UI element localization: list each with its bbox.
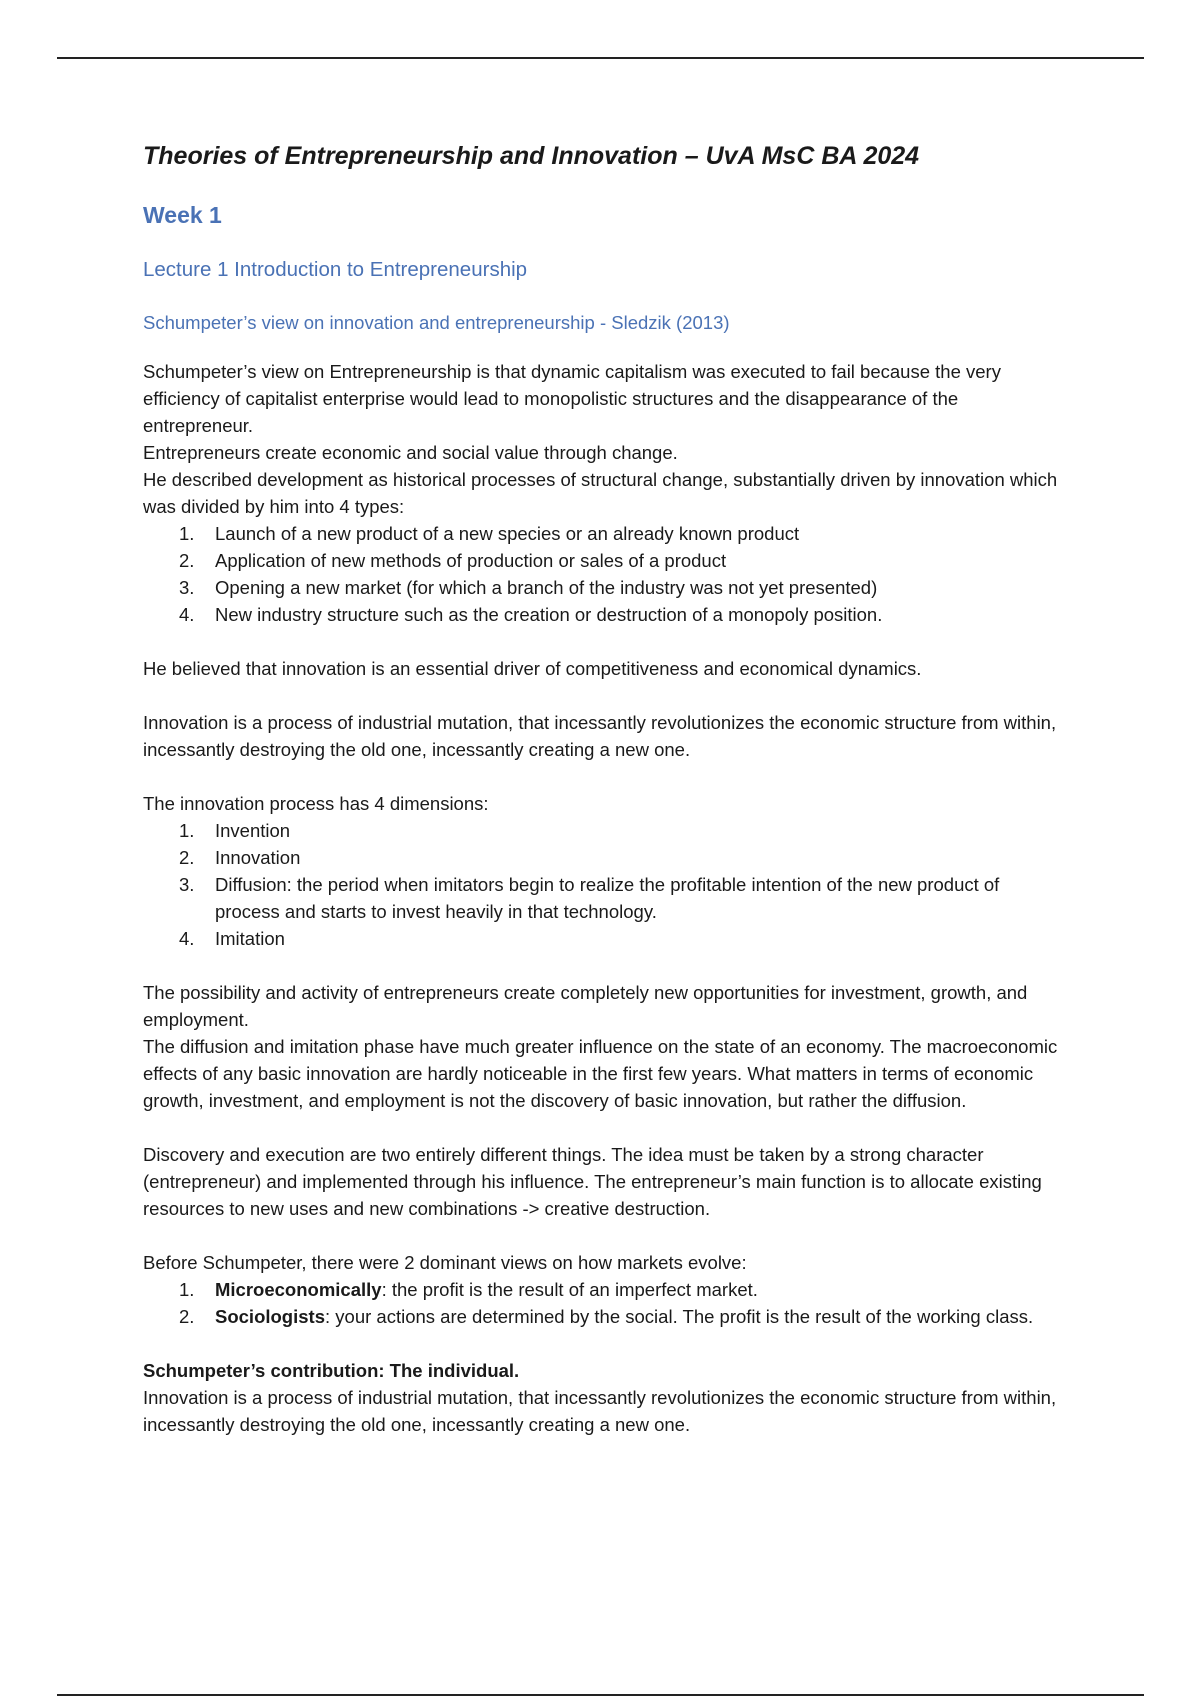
list-number: 3. (179, 874, 195, 895)
list-text: New industry structure such as the creation or destruction of a monopoly position. (215, 604, 883, 625)
list-number: 1. (179, 1279, 195, 1300)
list-text: : your actions are determined by the social. The profit is the result of the working class. (325, 1306, 1034, 1327)
list-number: 1. (179, 523, 195, 544)
dimensions-list (143, 817, 1063, 952)
innovation-types-list (143, 520, 1063, 628)
paragraph-mutation: Innovation is a process of industrial mutation, that incessantly revolutionizes the economic structure from within, incessantly destroying the old one, incessantly creating a new one. (143, 712, 1057, 760)
list-text: Opening a new market (for which a branch of the industry was not yet presented) (215, 577, 878, 598)
list-item (143, 1303, 1063, 1330)
list-number: 2. (179, 1306, 195, 1327)
list-number: 3. (179, 577, 195, 598)
paragraph-intro: Schumpeter’s view on Entrepreneurship is that dynamic capitalism was executed to fail because the very efficiency of capitalist enterprise would lead to monopolistic structures and the disappearance of the entrepreneur. (143, 361, 1001, 436)
list-text: Application of new methods of production or sales of a product (215, 550, 727, 571)
paragraph-development: He described development as historical processes of structural change, substantially driven by innovation which was divided by him into 4 types: (143, 469, 1058, 517)
paragraph-driver: He believed that innovation is an essential driver of competitiveness and economical dynamics. (143, 658, 922, 679)
document-page (143, 140, 1063, 1438)
top-rule (57, 57, 1144, 59)
list-item (143, 844, 1063, 871)
list-item (143, 1276, 1063, 1303)
paragraph-value: Entrepreneurs create economic and social value through change. (143, 442, 678, 463)
list-term: Sociologists (215, 1306, 325, 1327)
list-text: Invention (215, 820, 291, 841)
list-number: 2. (179, 847, 195, 868)
list-item (143, 871, 1063, 925)
list-text: Imitation (215, 928, 285, 949)
paragraph-diffusion: The diffusion and imitation phase have much greater influence on the state of an economy. The macroeconomic effects of any basic innovation are hardly noticeable in the first few years. What matters in terms of economic growth, investment, and employment is not the discovery of basic innovation, but rather the diffusion. (143, 1036, 1058, 1111)
list-item (143, 925, 1063, 952)
list-term: Microeconomically (215, 1279, 382, 1300)
bottom-rule (57, 1694, 1144, 1696)
list-text: Diffusion: the period when imitators begin to realize the profitable intention of the new product of process and starts to invest heavily in that technology. (215, 874, 1000, 922)
list-number: 4. (179, 604, 195, 625)
contribution-heading: Schumpeter’s contribution: The individual. (143, 1360, 520, 1381)
list-text: Launch of a new product of a new species or an already known product (215, 523, 800, 544)
list-text: : the profit is the result of an imperfect market. (381, 1279, 758, 1300)
list-number: 1. (179, 820, 195, 841)
list-item (143, 547, 1063, 574)
paragraph-possibility: The possibility and activity of entrepreneurs create completely new opportunities for investment, growth, and employment. (143, 982, 1028, 1030)
list-item (143, 574, 1063, 601)
views-list (143, 1276, 1063, 1330)
paragraph-contribution: Innovation is a process of industrial mutation, that incessantly revolutionizes the economic structure from within, incessantly destroying the old one, incessantly creating a new one. (143, 1387, 1057, 1435)
paragraph-dimensions-intro: The innovation process has 4 dimensions: (143, 793, 489, 814)
list-number: 4. (179, 928, 195, 949)
list-number: 2. (179, 550, 195, 571)
paragraph-before: Before Schumpeter, there were 2 dominant views on how markets evolve: (143, 1252, 747, 1273)
list-item (143, 601, 1063, 628)
article-heading: Schumpeter’s view on innovation and entrepreneurship - Sledzik (2013) (143, 312, 730, 333)
list-item (143, 520, 1063, 547)
week-heading: Week 1 (143, 202, 222, 228)
list-text: Innovation (215, 847, 301, 868)
list-item (143, 817, 1063, 844)
paragraph-discovery: Discovery and execution are two entirely different things. The idea must be taken by a strong character (entrepreneur) and implemented through his influence. The entrepreneur’s main function is to allocate existing resources to new uses and new combinations -> creative destruction. (143, 1144, 1042, 1219)
lecture-heading: Lecture 1 Introduction to Entrepreneurship (143, 258, 528, 281)
document-title: Theories of Entrepreneurship and Innovation – UvA MsC BA 2024 (143, 142, 920, 170)
